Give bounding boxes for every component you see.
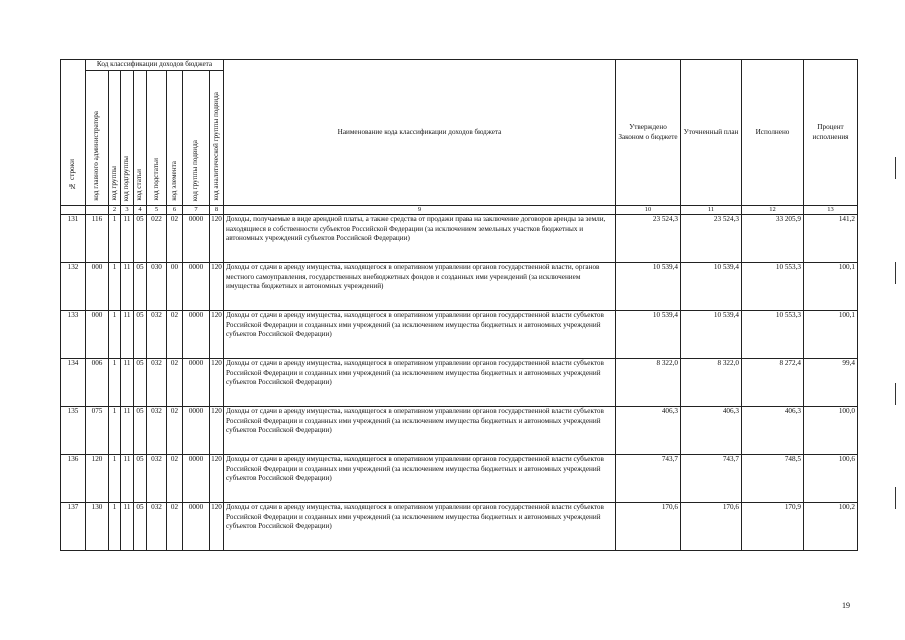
element-code: 02 <box>167 503 183 551</box>
scan-edge-mark <box>895 157 896 179</box>
article-code: 05 <box>134 407 147 455</box>
approved-value: 23 524,3 <box>616 215 681 263</box>
percent-value: 100,1 <box>804 263 858 311</box>
subgroup-code: 11 <box>121 455 134 503</box>
percent-value: 100,1 <box>804 311 858 359</box>
column-number: 10 <box>616 206 681 215</box>
column-number: 4 <box>134 206 147 215</box>
analytic-group-code: 120 <box>210 215 224 263</box>
subtype-group-code: 0000 <box>183 455 210 503</box>
analytic-group-code: 120 <box>210 263 224 311</box>
executed-value: 8 272,4 <box>742 359 804 407</box>
admin-code: 075 <box>86 407 109 455</box>
article-code: 05 <box>134 455 147 503</box>
group-code: 1 <box>109 215 121 263</box>
refined-plan-value: 170,6 <box>681 503 742 551</box>
admin-code: 120 <box>86 455 109 503</box>
column-number: 11 <box>681 206 742 215</box>
revenue-name: Доходы от сдачи в аренду имущества, находящегося в оперативном управлении органов государственной власти субъектов Российской Федерации и созданных ими учреждений (за исключением имущества бюджетных и автономных учреждений субъектов Российской Федерации) <box>224 407 616 455</box>
revenue-name: Доходы от сдачи в аренду имущества, находящегося в оперативном управлении органов государственной власти субъектов Российской Федерации и созданных ими учреждений (за исключением имущества бюджетных и автономных учреждений субъектов Российской Федерации) <box>224 455 616 503</box>
subtype-group-code: 0000 <box>183 503 210 551</box>
group-code-header: код группы <box>109 71 121 206</box>
percent-value: 99,4 <box>804 359 858 407</box>
element-code: 02 <box>167 311 183 359</box>
executed-value: 10 553,3 <box>742 311 804 359</box>
group-code: 1 <box>109 407 121 455</box>
subgroup-code: 11 <box>121 359 134 407</box>
subarticle-code-header: код подстатьи <box>147 71 167 206</box>
row-number: 133 <box>61 311 86 359</box>
subgroup-code: 11 <box>121 311 134 359</box>
column-number: 3 <box>121 206 134 215</box>
article-code-header: код статьи <box>134 71 147 206</box>
row-number: 131 <box>61 215 86 263</box>
refined-plan-value: 8 322,0 <box>681 359 742 407</box>
refined-plan-value: 743,7 <box>681 455 742 503</box>
group-code: 1 <box>109 455 121 503</box>
table-row <box>61 503 858 551</box>
row-number-header: № строки <box>61 60 86 206</box>
header-row-1 <box>61 60 858 71</box>
subarticle-code: 032 <box>147 455 167 503</box>
approved-value: 10 539,4 <box>616 263 681 311</box>
subarticle-code: 022 <box>147 215 167 263</box>
column-number: 5 <box>147 206 167 215</box>
approved-value: 406,3 <box>616 407 681 455</box>
percent-value: 100,6 <box>804 455 858 503</box>
admin-code: 006 <box>86 359 109 407</box>
row-number: 136 <box>61 455 86 503</box>
executed-value: 406,3 <box>742 407 804 455</box>
subarticle-code: 032 <box>147 407 167 455</box>
name-header: Наименование кода классификации доходов бюджета <box>224 60 616 206</box>
table-row <box>61 407 858 455</box>
subtype-group-code: 0000 <box>183 407 210 455</box>
analytic-group-code: 120 <box>210 407 224 455</box>
column-number-row <box>61 206 858 215</box>
group-code: 1 <box>109 263 121 311</box>
subarticle-code: 032 <box>147 311 167 359</box>
refined-plan-value: 10 539,4 <box>681 311 742 359</box>
subgroup-code: 11 <box>121 503 134 551</box>
executed-value: 33 205,9 <box>742 215 804 263</box>
group-code: 1 <box>109 503 121 551</box>
subtype-group-code: 0000 <box>183 311 210 359</box>
revenue-name: Доходы от сдачи в аренду имущества, находящегося в оперативном управлении органов государственной власти, органов местного самоуправления, государственных внебюджетных фондов и созданных ими учреждений (за исключением имущества бюджетных и автономных учреждений) <box>224 263 616 311</box>
refined-plan-header: Уточненный план <box>681 60 742 206</box>
subarticle-code: 032 <box>147 359 167 407</box>
scan-edge-mark <box>895 262 896 284</box>
subtype-group-code: 0000 <box>183 263 210 311</box>
row-number: 134 <box>61 359 86 407</box>
analytic-group-code: 120 <box>210 455 224 503</box>
element-code-header: код элемента <box>167 71 183 206</box>
analytic-group-code: 120 <box>210 503 224 551</box>
analytic-group-code-header: код аналитической группы подвида <box>210 71 224 206</box>
scan-edge-marks <box>893 0 899 640</box>
element-code: 02 <box>167 359 183 407</box>
analytic-group-code: 120 <box>210 359 224 407</box>
row-number: 132 <box>61 263 86 311</box>
group-code: 1 <box>109 311 121 359</box>
article-code: 05 <box>134 311 147 359</box>
column-number: 12 <box>742 206 804 215</box>
element-code: 02 <box>167 215 183 263</box>
refined-plan-value: 406,3 <box>681 407 742 455</box>
approved-value: 170,6 <box>616 503 681 551</box>
approved-value: 10 539,4 <box>616 311 681 359</box>
subarticle-code: 030 <box>147 263 167 311</box>
revenue-name: Доходы от сдачи в аренду имущества, находящегося в оперативном управлении органов государственной власти субъектов Российской Федерации и созданных ими учреждений (за исключением имущества бюджетных и автономных учреждений субъектов Российской Федерации) <box>224 503 616 551</box>
article-code: 05 <box>134 215 147 263</box>
admin-code: 130 <box>86 503 109 551</box>
approved-value: 743,7 <box>616 455 681 503</box>
row-number: 135 <box>61 407 86 455</box>
refined-plan-value: 23 524,3 <box>681 215 742 263</box>
percent-value: 100,0 <box>804 407 858 455</box>
admin-code: 000 <box>86 311 109 359</box>
subarticle-code: 032 <box>147 503 167 551</box>
article-code: 05 <box>134 263 147 311</box>
column-number <box>61 206 86 215</box>
table-row <box>61 311 858 359</box>
executed-value: 170,9 <box>742 503 804 551</box>
approved-value: 8 322,0 <box>616 359 681 407</box>
approved-header: Утверждено Законом о бюджете <box>616 60 681 206</box>
column-number: 6 <box>167 206 183 215</box>
table-row <box>61 455 858 503</box>
percent-value: 100,2 <box>804 503 858 551</box>
executed-value: 10 553,3 <box>742 263 804 311</box>
subgroup-code-header: код подгруппы <box>121 71 134 206</box>
column-number: 8 <box>210 206 224 215</box>
article-code: 05 <box>134 503 147 551</box>
column-number <box>86 206 109 215</box>
subtype-group-code: 0000 <box>183 215 210 263</box>
column-number: 9 <box>224 206 616 215</box>
table-row <box>61 263 858 311</box>
table-row <box>61 215 858 263</box>
admin-code: 116 <box>86 215 109 263</box>
budget-revenue-table <box>60 59 858 551</box>
revenue-name: Доходы, получаемые в виде арендной платы, а также средства от продажи права на заключение договоров аренды за земли, находящиеся в собственности субъектов Российской Федерации (за исключением земельных участков бюджетных и автономных учреждений субъектов Российской Федерации) <box>224 215 616 263</box>
classification-group-header: Код классификации доходов бюджета <box>86 60 224 71</box>
admin-code: 000 <box>86 263 109 311</box>
subgroup-code: 11 <box>121 407 134 455</box>
percent-value: 141,2 <box>804 215 858 263</box>
group-code: 1 <box>109 359 121 407</box>
column-number: 13 <box>804 206 858 215</box>
subtype-group-code-header: код группы подвида <box>183 71 210 206</box>
page-number: 19 <box>842 601 850 610</box>
revenue-name: Доходы от сдачи в аренду имущества, находящегося в оперативном управлении органов государственной власти субъектов Российской Федерации и созданных ими учреждений (за исключением имущества бюджетных и автономных учреждений субъектов Российской Федерации) <box>224 311 616 359</box>
scan-edge-mark <box>895 383 896 405</box>
refined-plan-value: 10 539,4 <box>681 263 742 311</box>
subgroup-code: 11 <box>121 263 134 311</box>
executed-value: 748,5 <box>742 455 804 503</box>
analytic-group-code: 120 <box>210 311 224 359</box>
percent-header: Процент исполнения <box>804 60 858 206</box>
element-code: 00 <box>167 263 183 311</box>
column-number: 7 <box>183 206 210 215</box>
scan-edge-mark <box>895 487 896 509</box>
column-number: 2 <box>109 206 121 215</box>
row-number: 137 <box>61 503 86 551</box>
element-code: 02 <box>167 407 183 455</box>
subtype-group-code: 0000 <box>183 359 210 407</box>
revenue-name: Доходы от сдачи в аренду имущества, находящегося в оперативном управлении органов государственной власти субъектов Российской Федерации и созданных ими учреждений (за исключением имущества бюджетных и автономных учреждений субъектов Российской Федерации) <box>224 359 616 407</box>
element-code: 02 <box>167 455 183 503</box>
admin-code-header: код главного администратора <box>86 71 109 206</box>
executed-header: Исполнено <box>742 60 804 206</box>
table-row <box>61 359 858 407</box>
subgroup-code: 11 <box>121 215 134 263</box>
article-code: 05 <box>134 359 147 407</box>
